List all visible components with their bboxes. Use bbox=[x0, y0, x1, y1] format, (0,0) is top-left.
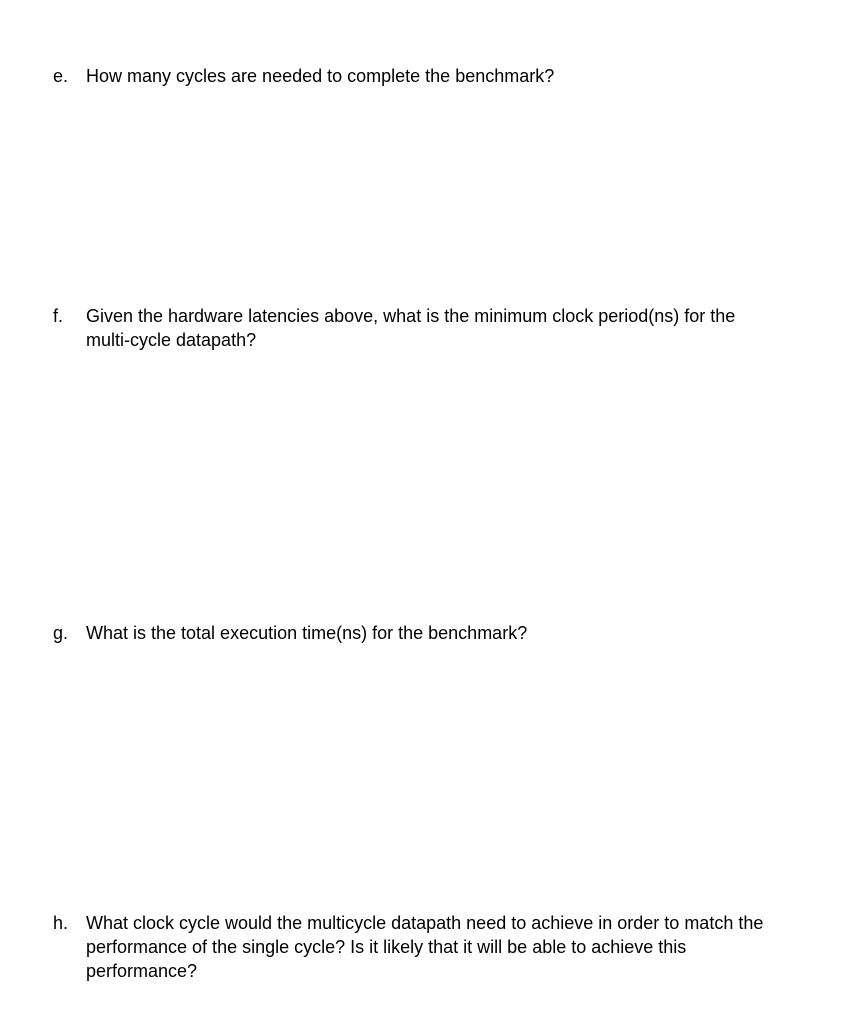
question-letter: f. bbox=[53, 306, 64, 326]
question-text: What clock cycle would the multicycle datapath need to achieve in order to match the performance of the single cycle? Is it likely that it will be able to achieve this performance? bbox=[86, 913, 764, 981]
question-text: What is the total execution time(ns) for the benchmark? bbox=[86, 623, 528, 643]
question-letter: h. bbox=[53, 913, 69, 933]
question-letter: e. bbox=[53, 66, 69, 86]
answer-space bbox=[86, 360, 831, 610]
question-letter: g. bbox=[53, 623, 69, 643]
answer-space bbox=[86, 100, 831, 290]
question-text: Given the hardware latencies above, what is the minimum clock period(ns) for the multi-cycle datapath? bbox=[86, 306, 736, 350]
answer-space bbox=[86, 655, 831, 900]
question-text: How many cycles are needed to complete the benchmark? bbox=[86, 66, 555, 86]
